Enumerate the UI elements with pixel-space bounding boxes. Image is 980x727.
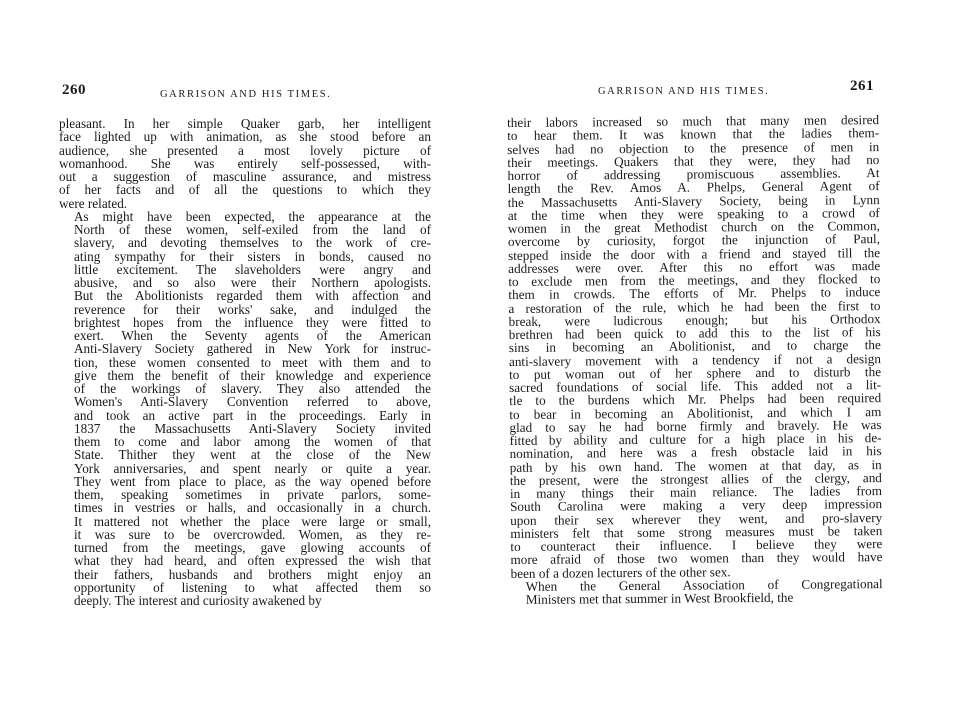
text-line: to hear them. It was known that the ladies them- [507,125,880,144]
page-number: 260 [62,82,86,98]
text-line: length the Rev. Amos A. Phelps, General Agent of [507,178,880,197]
text-line: They went from place to place, as the way opened before [74,473,431,489]
text-line: little excitement. The slaveholders were angry and [74,261,431,277]
text-line: tle to the burdens which Mr. Phelps had been required [509,390,882,409]
text-line: them to come and labor among the women of that [74,434,431,449]
text-line: reverence for their works' sake, and indulged the [74,301,431,317]
text-line: overcome by curiosity, forgot the injunction of Paul, [507,231,881,250]
body-text [507,113,883,606]
text-line: ministers felt that some strong measures must be taken [510,522,883,541]
page-number: 261 [850,78,874,94]
text-line: But the Abolitionists regarded them with affection and [74,288,431,304]
running-head: GARRISON AND HIS TIMES. [598,86,770,97]
text-line: State. Thither they went at the close of the New [74,447,431,463]
text-line: their meetings. Quakers that they were, they had no [507,151,880,170]
text-line: slavery, and devoting themselves to the work of cre- [74,235,431,251]
right-page [490,0,980,727]
text-line: brightest hopes from the influence they were fitted to [74,314,431,330]
text-line: deeply. The interest and curiosity awakened by [74,593,322,608]
text-line: break, were ludicrous enough; but his Orthodox [508,310,881,329]
text-line: It mattered not whether the place were large or small, [74,513,431,529]
text-line: to exclude men from the meetings, and they flocked to [508,271,881,289]
text-line: were related. [59,195,128,211]
text-line: give them the benefit of their knowledge and experience [74,367,431,383]
text-line: their fathers, husbands and brothers might enjoy an [74,566,431,582]
paragraph [507,113,883,580]
text-line: tion, these women consented to meet with them and to [74,354,431,370]
text-line: horror of addressing promiscuous assemblies. At [507,165,880,183]
text-line: selves had no objection to the presence of men in [507,138,880,157]
text-line: brethren had been quick to add this to the list of his [508,324,881,342]
text-line: them in crowds. The efforts of Mr. Phelps to induce [508,284,881,303]
text-line: fitted by ability and culture for a high place in his de- [509,430,882,448]
paragraph [59,210,431,608]
text-line: turned from the meetings, gave glowing accounts of [74,540,431,555]
text-line: the Massachusetts Anti-Slavery Society, being in Lynn [507,191,880,210]
text-line: York anniversaries, and spent nearly or quite a year. [74,460,431,476]
body-text [59,117,431,607]
text-line: glad to say he had borne firmly and bravely. He was [509,416,882,435]
paragraph [59,117,431,210]
text-line: of the workings of slavery. They also attended the [74,381,431,396]
text-line: path by his own hand. The women at that day, as in [509,456,882,475]
running-head: GARRISON AND HIS TIMES. [160,89,332,100]
text-line: As might have been expected, the appearance at the [74,208,431,224]
text-line: been of a dozen lecturers of the other sex. [510,563,731,581]
text-line: womanhood. She was entirely self-possessed, with- [59,155,431,171]
text-line: in many things their main reliance. The ladies from [509,483,883,501]
text-line: at the time when they were speaking to a crowd of [507,204,880,223]
text-line: to put woman out of her sphere and to disturb the [508,363,882,382]
text-line: stepped inside the door with a friend and stayed till the [508,244,881,263]
text-line: opportunity of listening to what affected them so [74,579,431,595]
text-line: audience, she presented a most lovely picture of [59,142,431,158]
text-line: of her facts and of all the questions to which they [59,182,431,198]
text-line: and took an active part in the proceedings. Early in [74,407,431,423]
text-line: what they had heard, and often expressed the wish that [74,553,431,569]
text-line: to bear in becoming an Abolitionist, and which I am [509,403,882,422]
text-line: abusive, and so also were their Northern apologists. [74,275,431,290]
text-line: sacred foundations of social life. This added not a lit- [509,377,882,395]
text-line: sins in becoming an Abolitionist, and to charge the [508,337,881,356]
text-line: to counteract their influence. I believe they were [510,536,883,554]
text-line: Women's Anti-Slavery Convention referred to above, [74,394,431,410]
text-line: When the General Association of Congregational [525,575,883,594]
text-line: Ministers met that summer in West Brookfield, the [525,589,794,607]
text-line: ating sympathy for their sisters in bonds, caused no [74,248,431,264]
text-line: addresses were over. After this no effort was made [508,257,881,276]
text-line: anti-slavery movement with a tendency if not a design [508,350,881,369]
text-line: South Carolina were making a very deep impression [510,496,883,515]
text-line: Anti-Slavery Society gathered in New York for instruc- [74,341,431,357]
text-line: more afraid of those two women than they would have [510,549,883,568]
text-line: the present, were the strongest allies of the clergy, and [509,469,882,488]
text-line: upon their sex wherever they went, and pro-slavery [510,509,883,528]
text-line: North of these women, self-exiled from the land of [74,222,431,237]
text-line: a restoration of the rule, which he had been the first to [508,297,881,316]
text-line: women in the great Methodist church on the Common, [507,218,880,236]
paragraph [511,577,883,606]
text-line: times in vestries or halls, and occasionally in a church. [74,500,431,516]
text-line: 1837 the Massachusetts Anti-Slavery Society invited [74,420,431,436]
text-line: pleasant. In her simple Quaker garb, her intelligent [59,116,431,131]
text-line: out a suggestion of masculine assurance, and mistress [59,169,431,184]
text-line: exert. When the Seventy agents of the American [74,328,431,343]
text-line: their labors increased so much that many men desired [506,112,880,130]
text-line: them, speaking sometimes in private parlors, some- [74,487,431,502]
text-line: it was sure to be overcrowded. Women, as they re- [74,526,431,542]
text-line: face lighted up with animation, as she stood before an [59,129,431,145]
text-line: nomination, and here was a fresh obstacle laid in his [509,443,882,462]
